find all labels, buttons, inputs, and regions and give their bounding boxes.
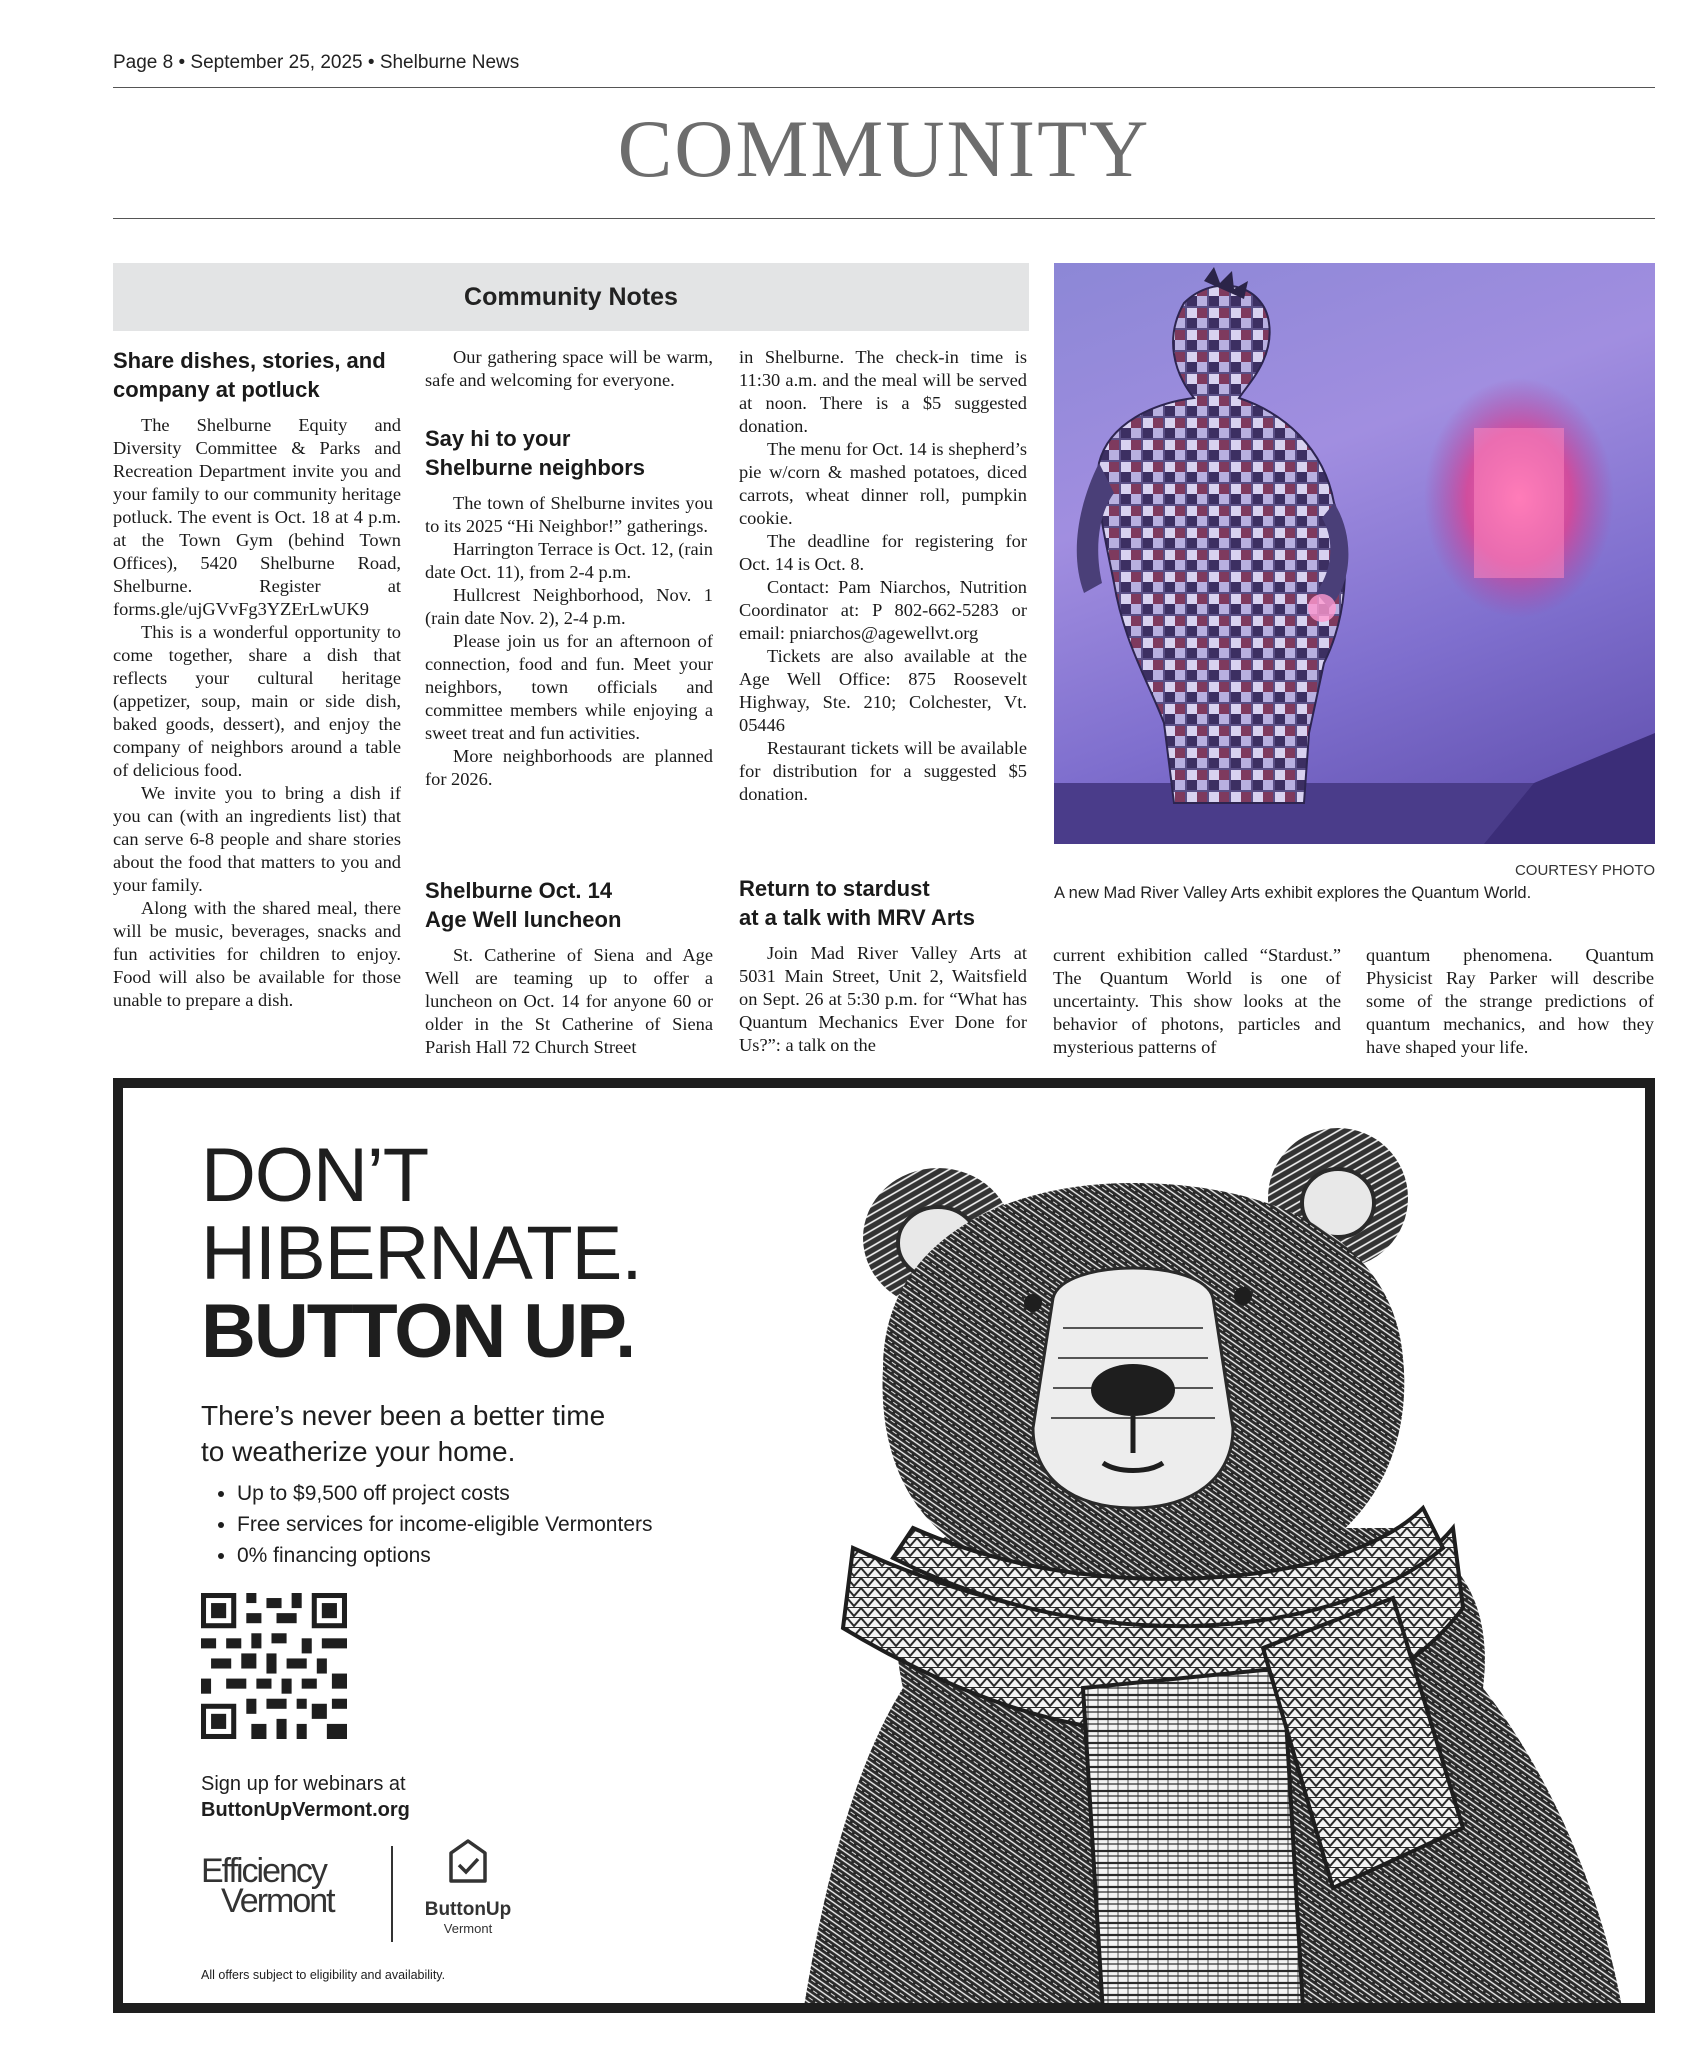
ad-headline-line-2: HIBERNATE. (201, 1211, 642, 1296)
column-5 (1366, 944, 1654, 1059)
qr-code-icon[interactable] (201, 1593, 347, 1739)
potluck-paragraph: Our gathering space will be warm, safe and welcoming for everyone. (425, 347, 713, 390)
luncheon-paragraph: Contact: Pam Niarchos, Nutrition Coordinator at: P 802-662-5283 or email: pniarchos@agewellvt.org (739, 577, 1027, 643)
ad-signup-text: Sign up for webinars at (201, 1773, 406, 1795)
luncheon-paragraph: St. Catherine of Siena and Age Well are teaming up to offer a luncheon on Oct. 14 for anyone 60 or older in the St Catherine of Siena Parish Hall 72 Church Street (425, 945, 713, 1057)
community-notes-banner: Community Notes (113, 263, 1029, 331)
luncheon-paragraph: The menu for Oct. 14 is shepherd’s pie w/corn & mashed potatoes, diced carrots, wheat dinner roll, pumpkin cookie. (739, 439, 1027, 528)
button-up-logo-wordmark: ButtonUp (424, 1899, 512, 1920)
stardust-paragraph: Join Mad River Valley Arts at 5031 Main Street, Unit 2, Waitsfield on Sept. 26 at 5:30 p.m. for “What has Quantum Mechanics Ever Done for Us?”: a talk on the (739, 943, 1027, 1055)
efficiency-vermont-logo-line-2: Vermont (221, 1882, 334, 1920)
page-folio: Page 8 • September 25, 2025 • Shelburne News (113, 52, 520, 73)
house-check-icon (448, 1838, 488, 1884)
neighbors-headline (425, 424, 713, 482)
photo-credit: COURTESY PHOTO (1514, 862, 1655, 879)
neighbors-paragraph: Hullcrest Neighborhood, Nov. 1 (rain date Nov. 2), 2-4 p.m. (425, 585, 713, 628)
logo-divider (391, 1846, 393, 1942)
ad-subhead-line-2: to weatherize your home. (201, 1436, 516, 1467)
photo-caption: A new Mad River Valley Arts exhibit explores the Quantum World. (1054, 884, 1532, 902)
ad-signup (201, 1771, 410, 1823)
luncheon-paragraph: in Shelburne. The check-in time is 11:30 a.m. and the meal will be served at noon. There is a $5 suggested donation. (739, 347, 1027, 436)
section-rule (113, 218, 1655, 219)
potluck-paragraph: The Shelburne Equity and Diversity Committee & Parks and Recreation Department invite you and your family to our community heritage potluck. The event is Oct. 18 at 4 p.m. at the Town Gym (behind Town Offices), 5420 Shelburne Road, Shelburne. Register at forms.gle/ujGVvFg3YZErLwUK9 (113, 415, 401, 619)
potluck-paragraph: Along with the shared meal, there will be music, beverages, snacks and fun activities for children to enjoy. Food will also be available for those unable to prepare a dish. (113, 898, 401, 1010)
header-rule (113, 87, 1655, 88)
potluck-paragraph: We invite you to bring a dish if you can (with an ingredients list) that can serve 6-8 people and share stories about the food that matters to you and your family. (113, 783, 401, 895)
ad-headline-line-1: DON’T (201, 1133, 429, 1218)
ad-bullet: • Free services for income-eligible Vermonters (237, 1509, 653, 1540)
column-3-lower (739, 874, 1027, 1057)
luncheon-headline-line-2: Age Well luncheon (425, 907, 622, 932)
neighbors-paragraph: The town of Shelburne invites you to its 2025 “Hi Neighbor!” gatherings. (425, 493, 713, 536)
ad-fine-print: All offers subject to eligibility and availability. (201, 1968, 446, 1982)
ad-url-link[interactable]: ButtonUpVermont.org (201, 1799, 410, 1821)
luncheon-paragraph: The deadline for registering for Oct. 14 is Oct. 8. (739, 531, 1027, 574)
stardust-paragraph: current exhibition called “Stardust.” The Quantum World is one of uncertainty. This show looks at the behavior of photons, particles and mysterious patterns of (1053, 945, 1341, 1057)
column-4 (1053, 944, 1341, 1059)
stardust-headline-line-2: at a talk with MRV Arts (739, 905, 975, 930)
ad-subhead (201, 1398, 605, 1470)
button-up-advertisement (113, 1078, 1655, 2013)
potluck-headline-line-2: company at potluck (113, 377, 320, 402)
luncheon-headline (425, 876, 713, 934)
efficiency-vermont-logo-line-1: Efficiency (201, 1852, 326, 1890)
column-1 (113, 346, 401, 1012)
ad-subhead-line-1: There’s never been a better time (201, 1400, 606, 1431)
stardust-headline (739, 874, 1027, 932)
ad-headline-line-3: BUTTON UP. (201, 1289, 635, 1374)
potluck-paragraph: This is a wonderful opportunity to come together, share a dish that reflects your cultural heritage (appetizer, soup, main or side dish, baked goods, dessert), and enjoy the company of neighbors around a table of delicious food. (113, 622, 401, 780)
neighbors-paragraph: Please join us for an afternoon of connection, food and fun. Meet your neighbors, town officials and committee members while enjoying a sweet treat and fun activities. (425, 631, 713, 743)
bear-with-scarf-illustration (763, 1128, 1643, 2013)
efficiency-vermont-logo (201, 1852, 361, 1920)
column-2 (425, 346, 713, 791)
exhibit-photo (1054, 263, 1655, 844)
neighbors-paragraph: More neighborhoods are planned for 2026. (425, 746, 713, 789)
column-3 (739, 346, 1027, 806)
potluck-headline-line-1: Share dishes, stories, and (113, 348, 386, 373)
stardust-paragraph: quantum phenomena. Quantum Physicist Ray Parker will describe some of the strange predictions of quantum mechanics, and how they have shaped your life. (1366, 945, 1654, 1057)
stardust-headline-line-1: Return to stardust (739, 876, 930, 901)
ad-bullet: • 0% financing options (237, 1540, 653, 1571)
button-up-logo-sub: Vermont (443, 1921, 493, 1936)
button-up-vermont-logo (413, 1838, 523, 1936)
luncheon-paragraph: Tickets are also available at the Age Well Office: 875 Roosevelt Highway, Ste. 210; Colchester, Vt. 05446 (739, 646, 1027, 735)
potluck-headline (113, 346, 401, 404)
mirror-figure-sculpture (1054, 263, 1655, 844)
neighbors-paragraph: Harrington Terrace is Oct. 12, (rain date Oct. 11), from 2-4 p.m. (425, 539, 713, 582)
ad-bullet: • Up to $9,500 off project costs (237, 1478, 653, 1509)
ad-bullet-list (201, 1478, 653, 1571)
luncheon-paragraph: Restaurant tickets will be available for distribution for a suggested $5 donation. (739, 738, 1027, 804)
section-title: COMMUNITY (617, 103, 1151, 194)
luncheon-headline-line-1: Shelburne Oct. 14 (425, 878, 613, 903)
column-2-lower (425, 876, 713, 1059)
neighbors-headline-line-1: Say hi to your (425, 426, 571, 451)
neighbors-headline-line-2: Shelburne neighbors (425, 455, 646, 480)
